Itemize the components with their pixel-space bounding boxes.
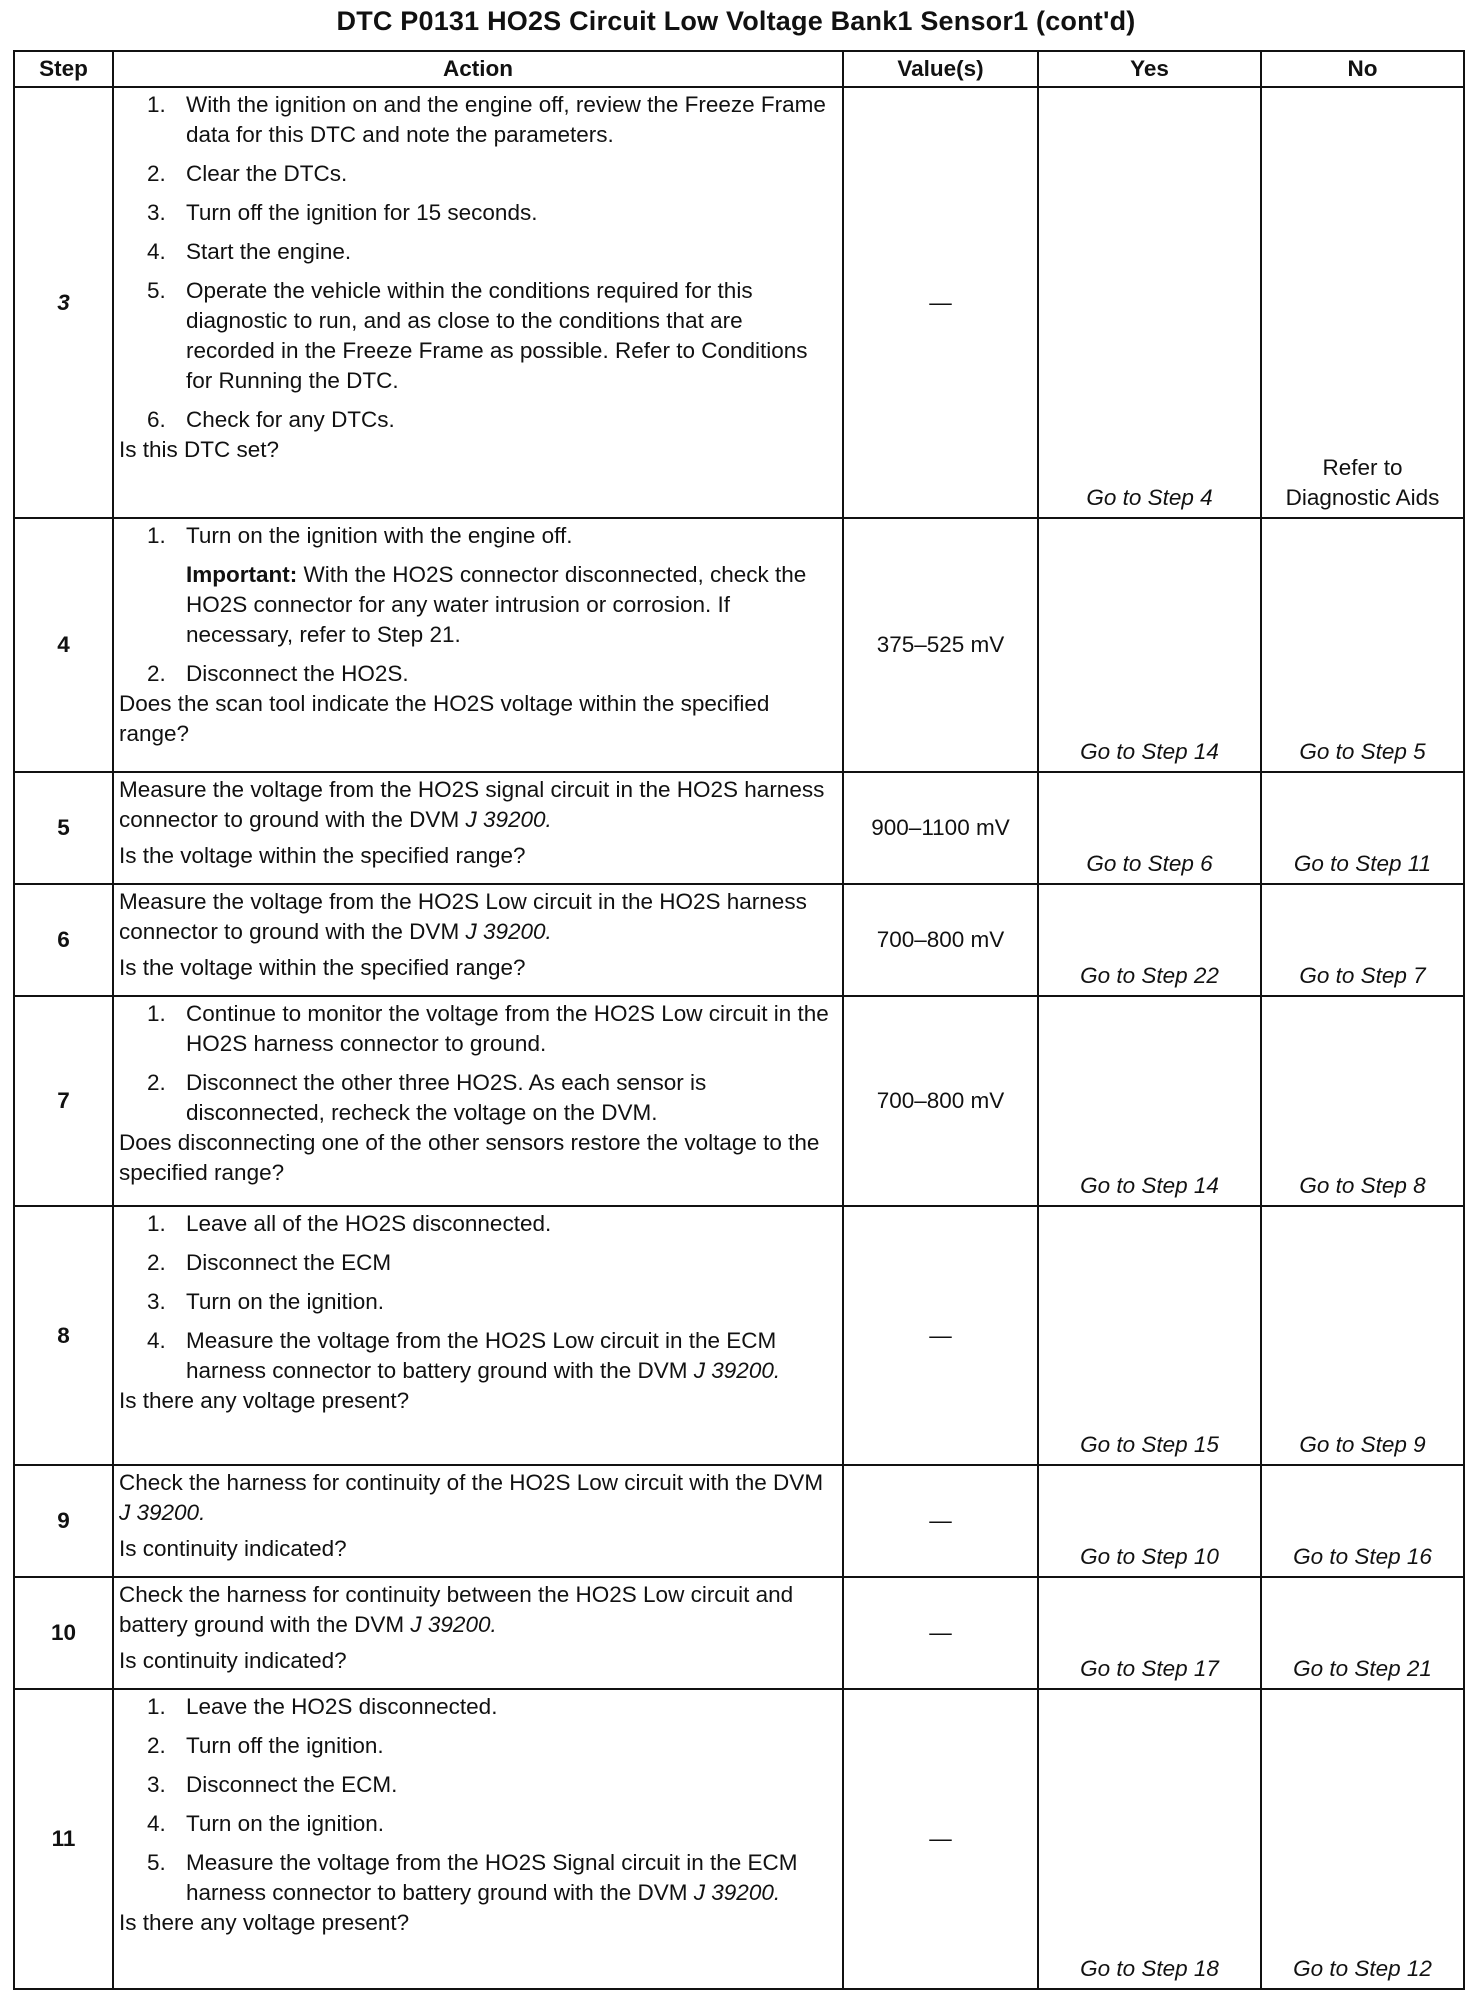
value-cell: 375–525 mV bbox=[843, 518, 1038, 772]
value-cell: 900–1100 mV bbox=[843, 772, 1038, 884]
table-row bbox=[14, 518, 1464, 772]
action-question: Is this DTC set? bbox=[119, 437, 280, 462]
action-text: Check the harness for continuity of the HO2S Low circuit with the DVM J 39200. bbox=[119, 1470, 824, 1525]
no-cell: Go to Step 7 bbox=[1261, 884, 1464, 996]
action-text: Measure the voltage from the HO2S Low circuit in the HO2S harness connector to ground with the DVM J 39200. bbox=[119, 889, 807, 944]
table-row bbox=[14, 1689, 1464, 1989]
page-title: DTC P0131 HO2S Circuit Low Voltage Bank1 Sensor1 (cont'd) bbox=[336, 6, 1136, 36]
value-cell: — bbox=[843, 1689, 1038, 1989]
yes-cell: Go to Step 22 bbox=[1038, 884, 1261, 996]
header-step: Step bbox=[14, 51, 113, 87]
action-step: 4. Turn on the ignition. bbox=[147, 1811, 385, 1836]
action-step: 1. With the ignition on and the engine off, review the Freeze Frame data for this DTC and note the parameters. bbox=[147, 92, 826, 147]
action-step: 1. Continue to monitor the voltage from the HO2S Low circuit in the HO2S harness connector to ground. bbox=[147, 1001, 829, 1056]
step-number: 9 bbox=[14, 1465, 113, 1577]
action-steps bbox=[114, 1692, 842, 1908]
action-question: Is there any voltage present? bbox=[119, 1910, 410, 1935]
action-question: Is the voltage within the specified range? bbox=[119, 955, 526, 980]
action-cell bbox=[113, 1465, 843, 1577]
tool-reference: J 39200. bbox=[465, 807, 552, 832]
action-steps bbox=[114, 90, 842, 435]
important-note: Important: With the HO2S connector disconnected, check the HO2S connector for any water intrusion or corrosion. If necessary, refer to Step 21. bbox=[186, 562, 807, 647]
table-row bbox=[14, 996, 1464, 1206]
yes-cell: Go to Step 4 bbox=[1038, 87, 1261, 518]
action-step: 6. Check for any DTCs. bbox=[147, 407, 395, 432]
action-text: Check the harness for continuity between the HO2S Low circuit and battery ground with the DVM J 39200. bbox=[119, 1582, 794, 1637]
action-cell bbox=[113, 1689, 843, 1989]
action-steps bbox=[114, 999, 842, 1128]
action-cell bbox=[113, 772, 843, 884]
step-number: 10 bbox=[14, 1577, 113, 1689]
action-steps bbox=[114, 1209, 842, 1386]
action-step: 3. Disconnect the ECM. bbox=[147, 1772, 398, 1797]
diagnostic-table bbox=[13, 50, 1465, 1990]
table-row bbox=[14, 1206, 1464, 1465]
value-cell: 700–800 mV bbox=[843, 996, 1038, 1206]
yes-cell: Go to Step 14 bbox=[1038, 996, 1261, 1206]
yes-cell: Go to Step 17 bbox=[1038, 1577, 1261, 1689]
action-cell bbox=[113, 518, 843, 772]
no-cell: Go to Step 8 bbox=[1261, 996, 1464, 1206]
table-row bbox=[14, 1577, 1464, 1689]
yes-cell: Go to Step 14 bbox=[1038, 518, 1261, 772]
tool-reference: J 39200. bbox=[410, 1612, 497, 1637]
action-step: 1. Leave the HO2S disconnected. bbox=[147, 1694, 498, 1719]
no-cell: Go to Step 12 bbox=[1261, 1689, 1464, 1989]
step-number: 3 bbox=[14, 87, 113, 518]
step-number: 8 bbox=[14, 1206, 113, 1465]
no-cell: Go to Step 11 bbox=[1261, 772, 1464, 884]
action-steps bbox=[114, 659, 842, 689]
header-row bbox=[14, 51, 1464, 87]
action-step: 1. Leave all of the HO2S disconnected. bbox=[147, 1211, 552, 1236]
action-cell bbox=[113, 996, 843, 1206]
step-number: 11 bbox=[14, 1689, 113, 1989]
action-question: Is continuity indicated? bbox=[119, 1536, 347, 1561]
tool-reference: J 39200. bbox=[465, 919, 552, 944]
tool-reference: J 39200. bbox=[693, 1880, 781, 1905]
value-cell: — bbox=[843, 1465, 1038, 1577]
yes-cell: Go to Step 10 bbox=[1038, 1465, 1261, 1577]
action-question: Does disconnecting one of the other sensors restore the voltage to the specified range? bbox=[119, 1130, 820, 1185]
action-step: 5. Measure the voltage from the HO2S Signal circuit in the ECM harness connector to battery ground with the DVM J 39200. bbox=[147, 1850, 798, 1905]
action-step: 4. Measure the voltage from the HO2S Low circuit in the ECM harness connector to battery ground with the DVM J 39200. bbox=[147, 1328, 781, 1383]
table-row bbox=[14, 1465, 1464, 1577]
step-number: 7 bbox=[14, 996, 113, 1206]
no-cell: Go to Step 5 bbox=[1261, 518, 1464, 772]
tool-reference: J 39200. bbox=[119, 1500, 206, 1525]
no-line: Refer to bbox=[1322, 455, 1403, 480]
no-line: Diagnostic Aids bbox=[1285, 485, 1440, 510]
action-steps bbox=[114, 521, 842, 551]
table-row bbox=[14, 884, 1464, 996]
yes-cell: Go to Step 6 bbox=[1038, 772, 1261, 884]
no-cell: Go to Step 21 bbox=[1261, 1577, 1464, 1689]
no-cell: Go to Step 16 bbox=[1261, 1465, 1464, 1577]
action-step: 2. Clear the DTCs. bbox=[147, 161, 348, 186]
header-action: Action bbox=[113, 51, 843, 87]
action-step: 2. Turn off the ignition. bbox=[147, 1733, 384, 1758]
action-question: Is continuity indicated? bbox=[119, 1648, 347, 1673]
action-cell bbox=[113, 1206, 843, 1465]
action-cell bbox=[113, 87, 843, 518]
action-question: Does the scan tool indicate the HO2S voltage within the specified range? bbox=[119, 691, 770, 746]
action-step: 1. Turn on the ignition with the engine off. bbox=[147, 523, 573, 548]
value-cell: — bbox=[843, 1577, 1038, 1689]
action-cell bbox=[113, 884, 843, 996]
header-values: Value(s) bbox=[843, 51, 1038, 87]
yes-cell: Go to Step 18 bbox=[1038, 1689, 1261, 1989]
action-step: 4. Start the engine. bbox=[147, 239, 352, 264]
no-cell bbox=[1261, 87, 1464, 518]
important-label: Important: bbox=[186, 562, 298, 587]
value-cell: — bbox=[843, 87, 1038, 518]
header-no: No bbox=[1261, 51, 1464, 87]
action-cell bbox=[113, 1577, 843, 1689]
step-number: 6 bbox=[14, 884, 113, 996]
action-step: 2. Disconnect the HO2S. bbox=[147, 661, 409, 686]
action-step: 2. Disconnect the other three HO2S. As each sensor is disconnected, recheck the voltage on the DVM. bbox=[147, 1070, 707, 1125]
step-number: 4 bbox=[14, 518, 113, 772]
action-question: Is the voltage within the specified range? bbox=[119, 843, 526, 868]
action-step: 5. Operate the vehicle within the conditions required for this diagnostic to run, and as close to the conditions that are recorded in the Freeze Frame as possible. Refer to Conditions for Running the DTC. bbox=[147, 278, 808, 393]
value-cell: — bbox=[843, 1206, 1038, 1465]
action-step: 2. Disconnect the ECM bbox=[147, 1250, 392, 1275]
action-step: 3. Turn on the ignition. bbox=[147, 1289, 385, 1314]
action-text: Measure the voltage from the HO2S signal circuit in the HO2S harness connector to ground with the DVM J 39200. bbox=[119, 777, 825, 832]
value-cell: 700–800 mV bbox=[843, 884, 1038, 996]
yes-cell: Go to Step 15 bbox=[1038, 1206, 1261, 1465]
tool-reference: J 39200. bbox=[693, 1358, 781, 1383]
step-number: 5 bbox=[14, 772, 113, 884]
table-row bbox=[14, 87, 1464, 518]
action-step: 3. Turn off the ignition for 15 seconds. bbox=[147, 200, 538, 225]
no-cell: Go to Step 9 bbox=[1261, 1206, 1464, 1465]
action-question: Is there any voltage present? bbox=[119, 1388, 410, 1413]
header-yes: Yes bbox=[1038, 51, 1261, 87]
table-row bbox=[14, 772, 1464, 884]
